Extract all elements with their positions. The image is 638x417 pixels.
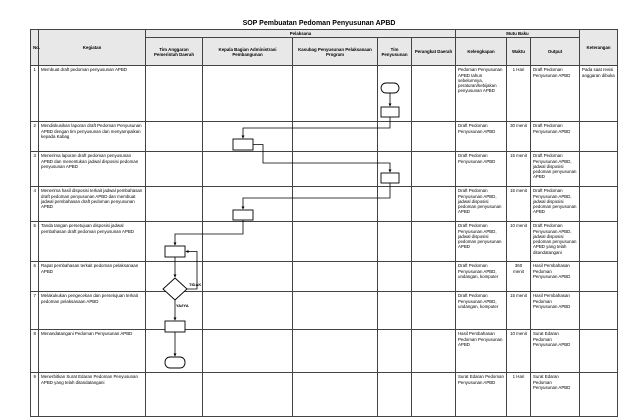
header-mutu-baku: Mutu Baku <box>456 30 580 38</box>
header-executor: Perangkat Daerah <box>412 38 456 66</box>
row-output: Draft Pedoman Penyusunan APBD, jadwal disposisi pedoman penyusunan APBD <box>531 152 580 187</box>
row-keterangan <box>580 292 618 330</box>
row-kelengkapan: Draft Pedoman Penyusunan APBD, jadwal disposisi pedoman penyusunan APBD <box>456 187 507 222</box>
row-kegiatan: Menerima laporan draft pedoman penyusunan APBD dan menentukan jadwal disposisi pedoman penyusunan APBD <box>39 152 146 187</box>
row-number: 3 <box>31 152 39 187</box>
row-waktu: 15 menit <box>507 152 531 187</box>
row-kegiatan: Tanda tangan persetujuan disposisi jadwal pembahasan draft pedoman penyusunan APBD <box>39 222 146 262</box>
row-output: Surat Edaran Pedoman Penyusunan APBD <box>531 330 580 373</box>
header-no: No. <box>31 30 39 66</box>
table-row <box>31 122 618 152</box>
row-kegiatan: Menandatangani Pedoman Penyusunan APBD <box>39 330 146 373</box>
page-title: SOP Pembuatan Pedoman Penyusunan APBD <box>242 20 396 27</box>
table-row <box>31 262 618 292</box>
row-kelengkapan: Draft Pedoman Penyusunan APBD <box>456 152 507 187</box>
row-number: 7 <box>31 292 39 330</box>
table-row <box>31 292 618 330</box>
header-executor: Kasubag Penyusunan Pelaksanaan Program <box>293 38 378 66</box>
row-output: Draft Pedoman Penyusunan APBD <box>531 66 580 122</box>
row-waktu: 1 Hari <box>507 373 531 417</box>
decision-no-label: TIDAK <box>189 282 202 287</box>
row-waktu: 360 menit <box>507 262 531 292</box>
sop-table <box>30 29 618 417</box>
row-output: Hasil Pembahasan Pedoman Penyusunan APBD <box>531 262 580 292</box>
row-kegiatan: Melakukukan pengecekan dan persetujuan terkait pedoman pelaksanaan APBD <box>39 292 146 330</box>
row-number: 4 <box>31 187 39 222</box>
row-waktu: 30 menit <box>507 122 531 152</box>
header-executor: Tim Penyusunan <box>378 38 412 66</box>
row-waktu: 1 Hari <box>507 66 531 122</box>
row-kegiatan: Rapat pembahasan terkait pedoman pelaksanaan APBD <box>39 262 146 292</box>
table-row <box>31 152 618 187</box>
row-output: Hasil Pembahasan Pedoman Penyusunan APBD <box>531 292 580 330</box>
row-keterangan <box>580 152 618 187</box>
row-output: Draft Pedoman Penyusunan APBD, jadwal disposisi pedoman penyusunan APBD yang telah ditandatangani <box>531 222 580 262</box>
row-kegiatan: Menerima hasil disposisi terkait jadwal pembahasan draft pedoman penyusunan APBD dan membuat jadwal pembahasan draft pedoman penyusunan APBD <box>39 187 146 222</box>
row-keterangan <box>580 187 618 222</box>
row-kelengkapan: Surat Edaran Pedoman Penyusunan APBD <box>456 373 507 417</box>
header-output: Output <box>531 38 580 66</box>
row-keterangan: Pada saat revisi anggaran dibuka <box>580 66 618 122</box>
table-row <box>31 187 618 222</box>
table-row <box>31 330 618 373</box>
header-waktu: Waktu <box>507 38 531 66</box>
header-executor: Kepala Bagian Administrasi Pembangunan <box>203 38 293 66</box>
row-number: 2 <box>31 122 39 152</box>
row-keterangan <box>580 262 618 292</box>
table-row <box>31 222 618 262</box>
row-output: Surat Edaran Pedoman Penyusunan APBD <box>531 373 580 417</box>
row-keterangan <box>580 373 618 417</box>
row-kegiatan: Membuat draft pedoman penyusunan APBD <box>39 66 146 122</box>
header-keterangan: Keterangan <box>580 30 618 66</box>
row-kegiatan: Menerbitkan Surat Edaran Pedoman Penyusunan APBD yang telah ditandatangani <box>39 373 146 417</box>
row-number: 1 <box>31 66 39 122</box>
row-kelengkapan: Hasil Pembahasan Pedoman Penyusunan APBD <box>456 330 507 373</box>
row-waktu: 10 menit <box>507 330 531 373</box>
row-kelengkapan: Draft Pedoman Penyusunan APBD <box>456 122 507 152</box>
row-kelengkapan: Pedoman Penyusunan APBD tahun sebelumnya, peraturan/kebijakan penyusunan APBD <box>456 66 507 122</box>
row-kelengkapan: Draft Pedoman Penyusunan APBD, undangan, komputer <box>456 262 507 292</box>
row-output: Draft Pedoman Penyusunan APBD <box>531 122 580 152</box>
table-row <box>31 373 618 417</box>
header-kelengkapan: Kelengkapan <box>456 38 507 66</box>
table-row <box>31 66 618 122</box>
row-kelengkapan: Draft Pedoman Penyusunan APBD, undangan, komputer <box>456 292 507 330</box>
row-number: 5 <box>31 222 39 262</box>
row-waktu: 15 menit <box>507 187 531 222</box>
row-number: 9 <box>31 373 39 417</box>
row-waktu: 10 menit <box>507 222 531 262</box>
decision-yes-label: YA/IYA <box>176 303 189 308</box>
header-executor: Tim Anggaran Pemerintah Daerah <box>146 38 203 66</box>
row-number: 8 <box>31 330 39 373</box>
row-keterangan <box>580 122 618 152</box>
row-output: Draft Pedoman Penyusunan APBD, jadwal disposisi pedoman penyusunan APBD <box>531 187 580 222</box>
row-keterangan <box>580 330 618 373</box>
row-kegiatan: Mendiskusikan laporan draft Pedoman Penyusunan APBD dengan tim penyusunan dan menyampaikan kepada Kabag <box>39 122 146 152</box>
header-pelaksana: Pelaksana <box>146 30 456 38</box>
row-number: 6 <box>31 262 39 292</box>
row-keterangan <box>580 222 618 262</box>
header-kegiatan: Kegiatan <box>39 30 146 66</box>
row-kelengkapan: Draft Pedoman Penyusunan APBD, jadwal disposisi pedoman penyusunan APBD <box>456 222 507 262</box>
row-waktu: 15 menit <box>507 292 531 330</box>
